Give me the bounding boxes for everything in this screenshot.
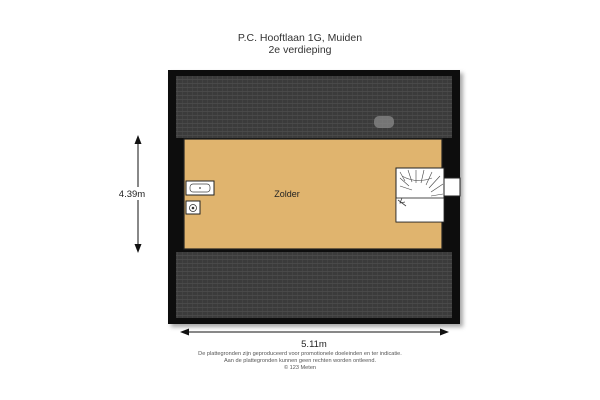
disclaimer-line-2: Aan de plattegronden kunnen geen rechten worden ontleend. [223, 358, 377, 364]
roof-bottom [176, 252, 452, 318]
plan-address: P.C. Hooftlaan 1G, Muiden [237, 32, 363, 44]
disclaimer-line-1: De plattegronden zijn geproduceerd voor promotionele doeleinden en ter indicatie. [198, 351, 402, 357]
staircase-icon [396, 168, 444, 222]
dimension-width-label: 5.11m [301, 339, 327, 350]
disclaimer-line-3: © 123 Meten [283, 365, 317, 371]
roof-window-icon [374, 116, 394, 128]
roof-top [176, 76, 452, 138]
washing-machine-icon [186, 201, 200, 214]
dimension-width [180, 329, 449, 336]
sink-icon [186, 181, 214, 195]
room-label-zolder: Zolder [274, 189, 300, 199]
chimney [444, 178, 460, 196]
dimension-depth-label: 4.39m [118, 189, 146, 200]
plan-floor-name: 2e verdieping [268, 44, 332, 56]
